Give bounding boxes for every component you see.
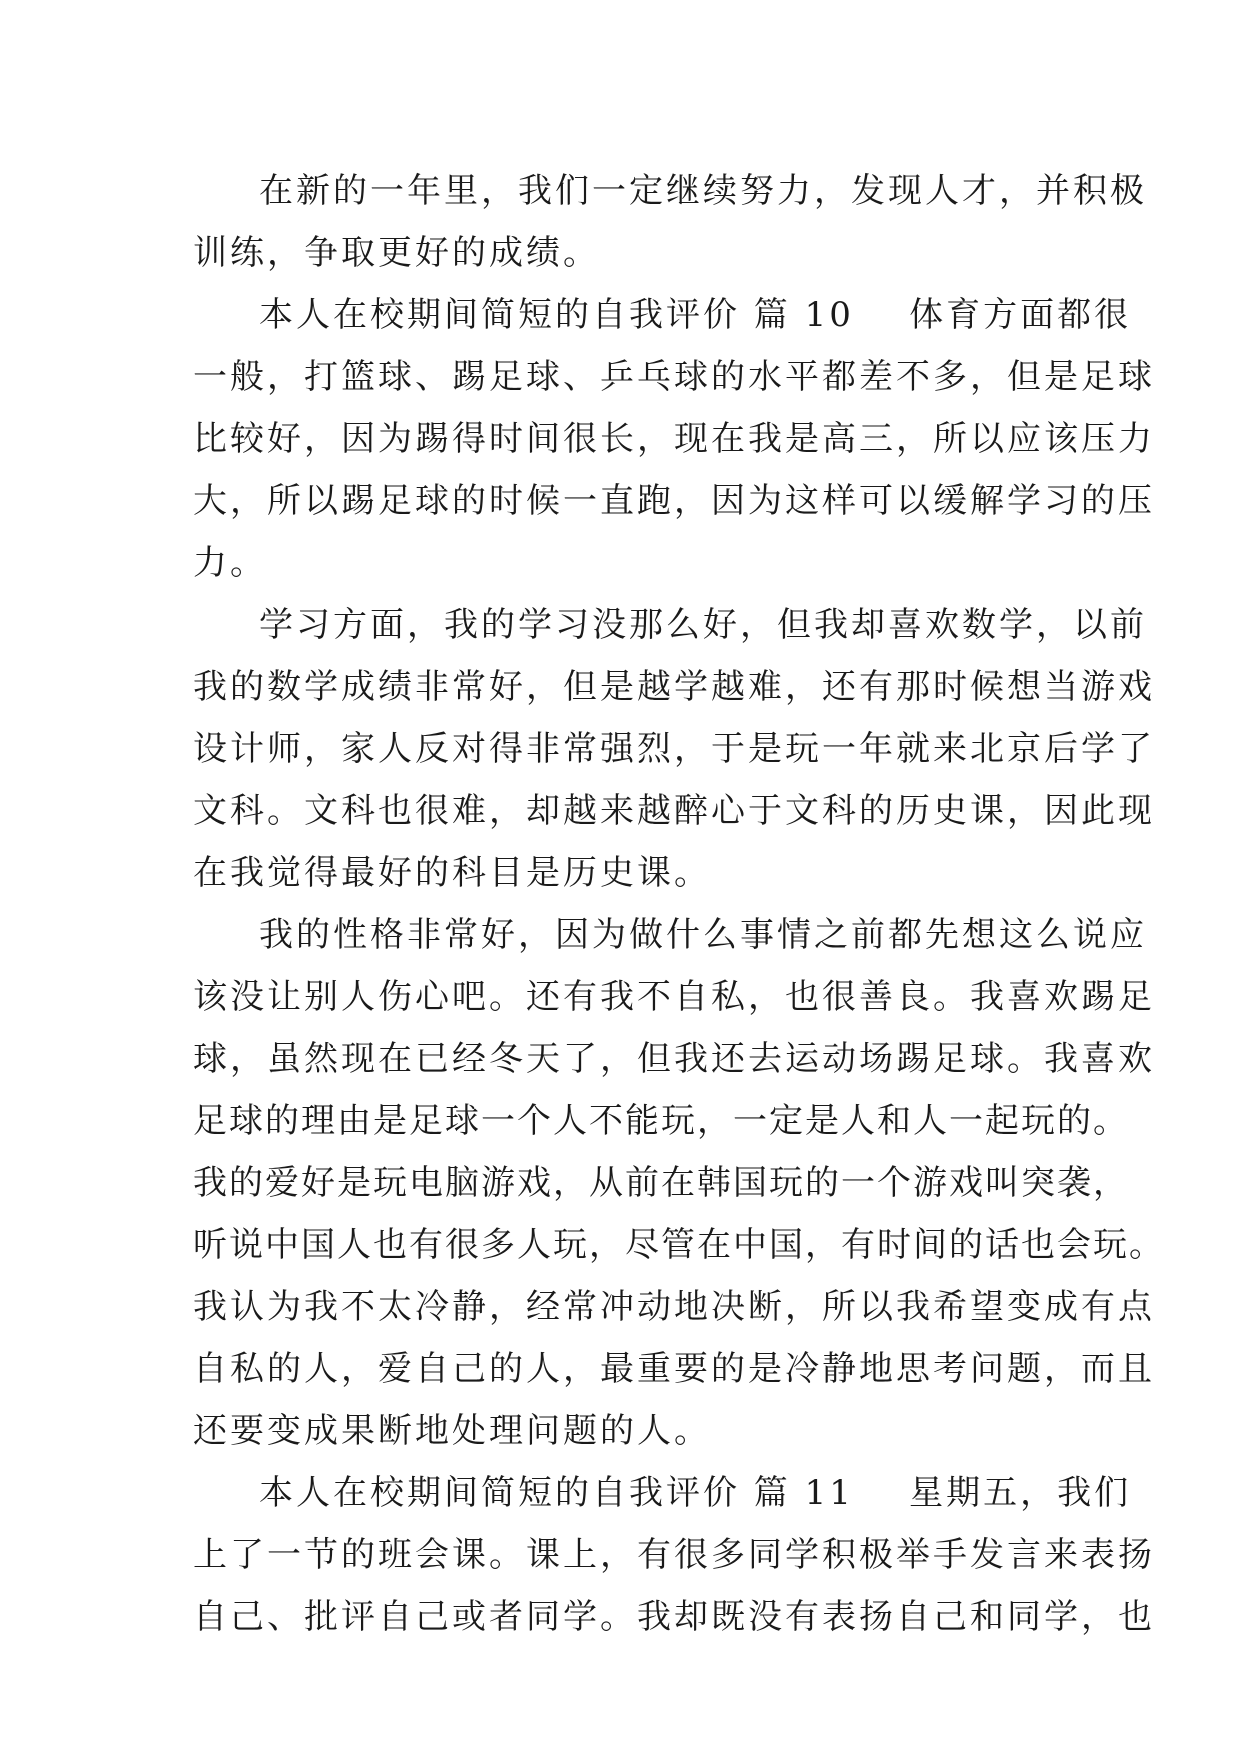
- paragraph-line: 力。: [193, 543, 267, 583]
- paragraph-line: 还要变成果断地处理问题的人。: [193, 1411, 711, 1451]
- paragraph-line: 该没让别人伤心吧。还有我不自私，也很善良。我喜欢踢足: [193, 977, 1155, 1017]
- paragraph-line: 一般，打篮球、踢足球、乒乓球的水平都差不多，但是足球: [193, 357, 1155, 397]
- section-heading-line: 本人在校期间简短的自我评价 篇 11 星期五，我们: [259, 1473, 1132, 1513]
- paragraph-line: 训练，争取更好的成绩。: [193, 233, 600, 273]
- paragraph-line: 学习方面，我的学习没那么好，但我却喜欢数学，以前: [259, 605, 1147, 645]
- paragraph-line: 在我觉得最好的科目是历史课。: [193, 853, 711, 893]
- paragraph-line: 我的数学成绩非常好，但是越学越难，还有那时候想当游戏: [193, 667, 1155, 707]
- paragraph-line: 比较好，因为踢得时间很长，现在我是高三，所以应该压力: [193, 419, 1155, 459]
- paragraph-line: 足球的理由是足球一个人不能玩，一定是人和人一起玩的。: [193, 1101, 1129, 1141]
- paragraph-line: 听说中国人也有很多人玩，尽管在中国，有时间的话也会玩。: [193, 1225, 1165, 1265]
- paragraph-line: 设计师，家人反对得非常强烈，于是玩一年就来北京后学了: [193, 729, 1155, 769]
- paragraph-line: 我的性格非常好，因为做什么事情之前都先想这么说应: [259, 915, 1147, 955]
- paragraph-line: 球，虽然现在已经冬天了，但我还去运动场踢足球。我喜欢: [193, 1039, 1155, 1079]
- paragraph-line: 文科。文科也很难，却越来越醉心于文科的历史课，因此现: [193, 791, 1155, 831]
- paragraph-line: 自己、批评自己或者同学。我却既没有表扬自己和同学，也: [193, 1597, 1155, 1637]
- paragraph-line: 在新的一年里，我们一定继续努力，发现人才，并积极: [259, 171, 1147, 211]
- paragraph-line: 自私的人，爱自己的人，最重要的是冷静地思考问题，而且: [193, 1349, 1155, 1389]
- paragraph-line: 我的爱好是玩电脑游戏，从前在韩国玩的一个游戏叫突袭，: [193, 1163, 1129, 1203]
- paragraph-line: 上了一节的班会课。课上，有很多同学积极举手发言来表扬: [193, 1535, 1155, 1575]
- body-text: [193, 160, 1165, 1648]
- paragraph-line: 我认为我不太冷静，经常冲动地决断，所以我希望变成有点: [193, 1287, 1155, 1327]
- section-heading-line: 本人在校期间简短的自我评价 篇 10 体育方面都很: [259, 295, 1132, 335]
- paragraph-line: 大，所以踢足球的时候一直跑，因为这样可以缓解学习的压: [193, 481, 1155, 521]
